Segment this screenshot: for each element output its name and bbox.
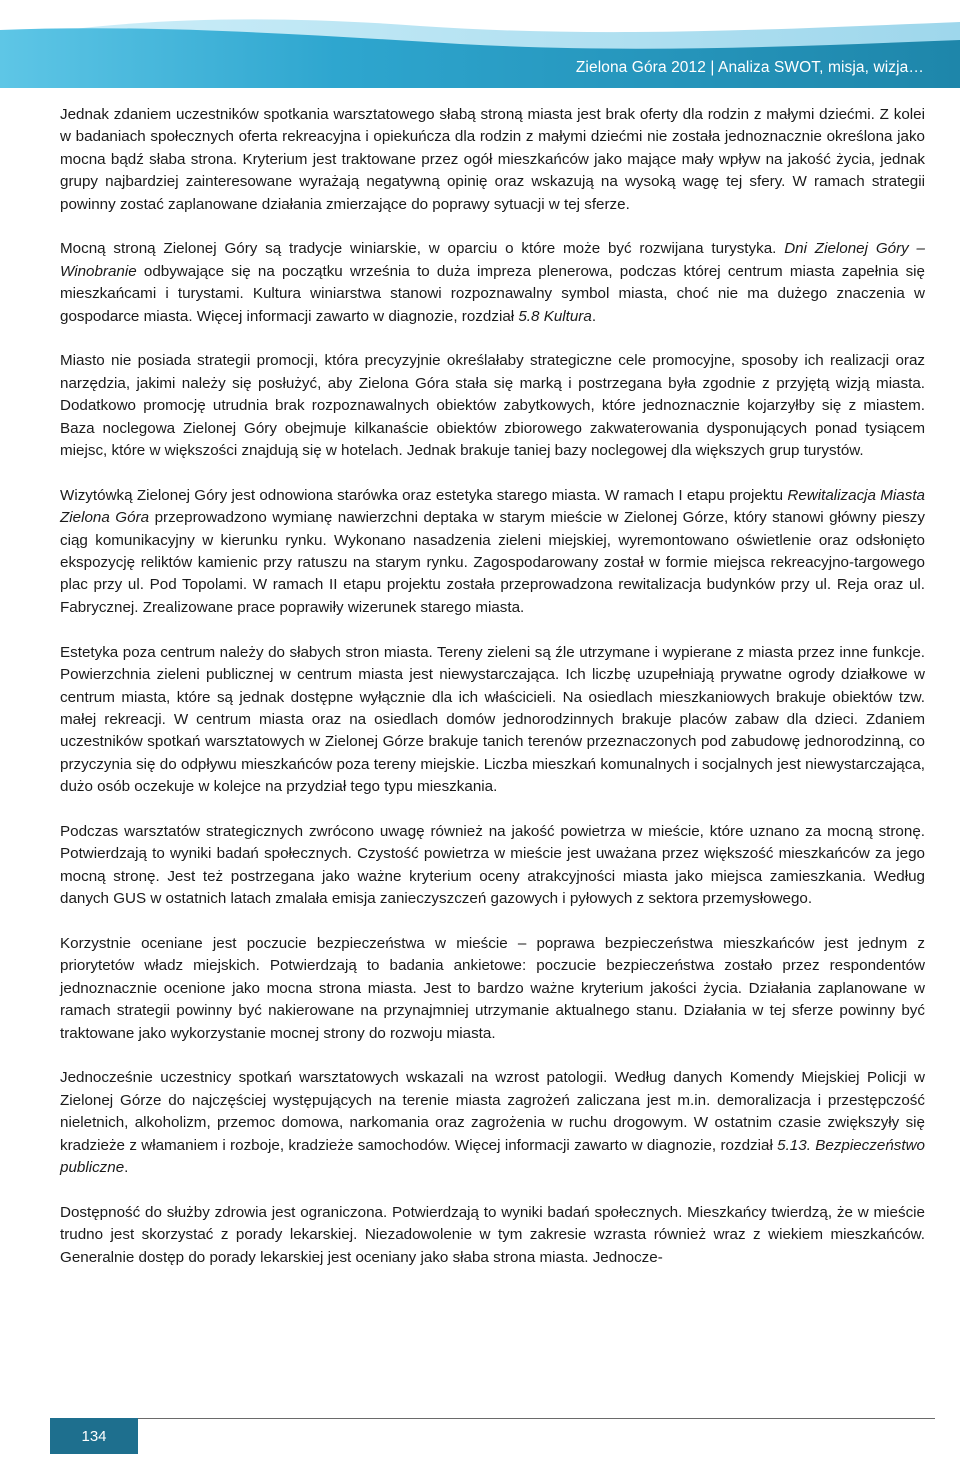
page-number: 134 [81, 1427, 107, 1445]
text-segment: odbywające się na początku września to duża impreza plenerowa, podczas której centrum miasta zapełnia się mieszkańcami i turystami. Kultura winiarstwa stanowi rozpoznawalny symbol miasta, choć nie ma dużego znaczenia w gospodarce miasta. Więcej informacji zawarto w diagnozie, rozdział [60, 262, 925, 325]
text-segment: Mocną stroną Zielonej Góry są tradycje winiarskie, w oparciu o które może być rozwijana turystyka. [60, 240, 785, 258]
paragraph-9 [60, 1202, 925, 1269]
footer-rule [50, 1418, 935, 1419]
text-segment: Jednak zdaniem uczestników spotkania warsztatowego słabą stroną miasta jest brak oferty dla rodzin z małymi dziećmi. Z kolei w badaniach społecznych oferta rekreacyjna i opiekuńcza dla rodzin z małymi dziećmi nie została jednoznacznie określona jako mocna bądź słaba strona. Kryterium jest traktowane przez ogół mieszkańców jako mające mały wpływ na jakość życia, jednak grupy najbardziej zainteresowane wyrażają negatywną opinię oraz wskazują na wysoką wagę tej sfery. W ramach strategii powinny zostać zaplanowane działania zmierzające do poprawy sytuacji w tej sferze. [60, 106, 925, 213]
italic-segment: Rewitalizacja Miasta Zielona Góra [60, 486, 925, 527]
text-segment: . [124, 1158, 129, 1176]
paragraph-4 [60, 485, 925, 619]
paragraph-5 [60, 642, 925, 799]
running-header-title: Zielona Góra 2012 | Analiza SWOT, misja, wizja… [575, 59, 924, 76]
document-body [60, 104, 925, 1291]
italic-segment: 5.8 Kultura [518, 307, 592, 325]
text-segment: Jednocześnie uczestnicy spotkań warsztatowych wskazali na wzrost patologii. Według danych Komendy Miejskiej Policji w Zielonej Górze do najczęściej występujących na terenie miasta zagrożeń zaliczana jest m.in. demoralizacja i przestępczość nieletnich, alkoholizm, przemoc domowa, narkomania oraz zagrożenia w ruchu drogowym. W ostatnim czasie zwiększyły się kradzieże z włamaniem i rozboje, kradzieże samochodów. Więcej informacji zawarto w diagnozie, rozdział [60, 1069, 925, 1154]
paragraph-2 [60, 238, 925, 328]
text-segment: Dostępność do służby zdrowia jest ograniczona. Potwierdzają to wyniki badań społecznych. Mieszkańcy twierdzą, że w mieście trudno jest skorzystać z porady lekarskiej. Niezadowolenie w tym zakresie wzrasta również wraz z wiekiem mieszkańców. Generalnie dostęp do porady lekarskiej jest oceniany jako słaba strona miasta. Jednocze- [60, 1203, 925, 1266]
text-segment: Wizytówką Zielonej Góry jest odnowiona starówka oraz estetyka starego miasta. W ramach I etapu projektu [60, 486, 788, 504]
header-band [0, 0, 960, 88]
text-segment: Korzystnie oceniane jest poczucie bezpieczeństwa w mieście – poprawa bezpieczeństwa mieszkańców jest jednym z priorytetów władz miejskich. Potwierdzają to badania ankietowe: poczucie bezpieczeństwa zostało przez respondentów jednoznacznie ocenione jako mocna strona miasta. Jest to bardzo ważne kryterium jakości życia. Działania zaplanowane w ramach strategii powinny być nakierowane na przynajmniej utrzymanie aktualnego stanu. Działania w tej sferze powinny być traktowane jako wykorzystanie mocnej strony do rozwoju miasta. [60, 934, 925, 1042]
text-segment: Miasto nie posiada strategii promocji, która precyzyjnie określałaby strategiczne cele promocyjne, sposoby ich realizacji oraz narzędzia, jakimi należy się posłużyć, aby Zielona Góra stała się marką i postrzegana była zgodnie z przyjętą wizją miasta. Dodatkowo promocję utrudnia brak rozpoznawalnych obiektów zabytkowych, które jednoznacznie kojarzyłby się z miastem. Baza noclegowa Zielonej Góry obejmuje kilkanaście obiektów zbiorowego zakwaterowania dysponujących ponad tysiącem miejsc, które w większości znajdują się w hotelach. Jednak brakuje taniej bazy noclegowej dla większych grup turystów. [60, 352, 925, 460]
text-segment: Podczas warsztatów strategicznych zwrócono uwagę również na jakość powietrza w mieście, które uznano za mocną stronę. Potwierdzają to wyniki badań społecznych. Czystość powietrza w mieście jest uważana przez większość mieszkańców za jego mocną stronę. Jest też postrzegana jako ważne kryterium oceny atrakcyjności miasta jako miejsca zamieszkania. Według danych GUS w ostatnich latach zmalała emisja zanieczyszczeń gazowych i pyłowych z sektora przemysłowego. [60, 822, 925, 908]
text-segment: . [591, 307, 597, 325]
text-segment: przeprowadzono wymianę nawierzchni deptaka w starym mieście w Zielonej Górze, który stanowi główny pieszy ciąg komunikacyjny w kierunku rynku. Wykonano nasadzenia zieleni miejskiej, wyremontowano oświetlenie oraz odsłonięto ekspozycję reliktów kamienic przy ratuszu na starym rynku. Zagospodarowany został w formie miejsca rekreacyjno-targowego plac przy ul. Pod Topolami. W ramach II etapu projektu została przeprowadzona rewitalizacja budynków przy ul. Reja oraz ul. Fabrycznej. Zrealizowane prace poprawiły wizerunek starego miasta. [60, 509, 925, 616]
text-segment: Estetyka poza centrum należy do słabych stron miasta. Tereny zieleni są źle utrzymane i wypierane z miasta przez inne funkcje. Powierzchnia zieleni publicznej w centrum miasta jest niewystarczająca. Ich liczbę uzupełniają prywatne ogrody działkowe w centrum miasta, które są jednak dostępne wyłącznie dla ich właścicieli. Na osiedlach mieszkaniowych brakuje obiektów tzw. małej rekreacji. W centrum miasta oraz na osiedlach domów jednorodzinnych brakuje placów zabaw dla dzieci. Zdaniem uczestników spotkań warsztatowych w Zielonej Górze brakuje tanich terenów przeznaczonych pod zabudowę jednorodzinną, co przyczynia się do odpływu mieszkańców poza tereny miejskie. Liczba mieszkań komunalnych i socjalnych jest niewystarczająca, dużo osób oczekuje w kolejce na przydział tego typu mieszkania. [60, 643, 925, 796]
page-number-box [50, 1418, 138, 1454]
paragraph-8 [60, 1067, 925, 1179]
paragraph-1 [60, 104, 925, 216]
paragraph-7 [60, 933, 925, 1045]
paragraph-6 [60, 821, 925, 911]
italic-segment: 5.13. Bezpieczeństwo publiczne [60, 1136, 925, 1176]
paragraph-3 [60, 350, 925, 462]
italic-segment: Dni Zielonej Góry – Winobranie [60, 240, 925, 280]
